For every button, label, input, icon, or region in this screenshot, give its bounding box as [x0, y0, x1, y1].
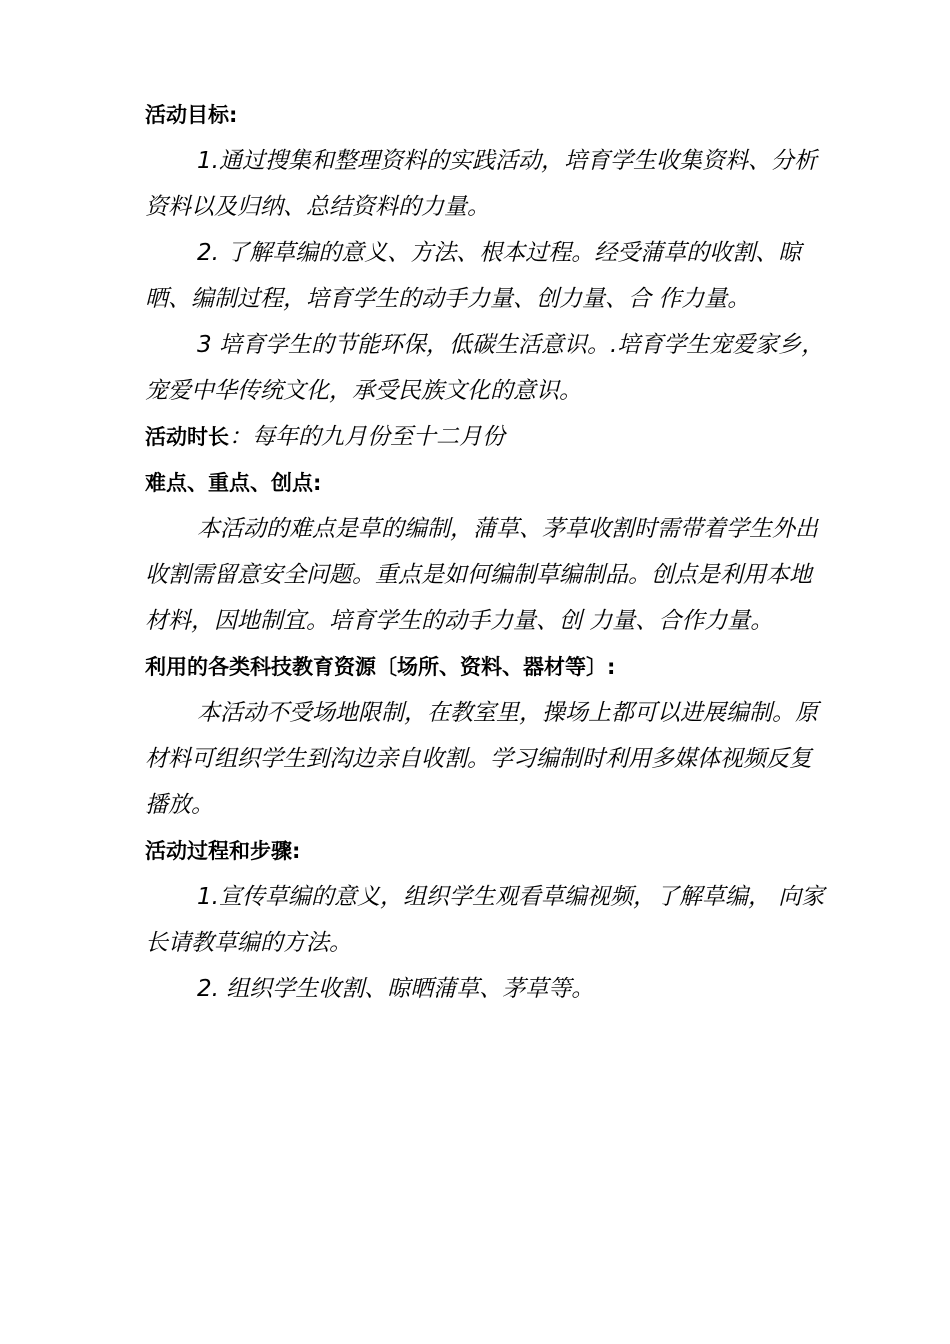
points-text: 本活动的难点是草的编制，蒲草、茅草收割时需带着学生外出收割需留意安全问题。重点是如何编制草编制品。创点是利用本地材料，因地制宜。培育学生的动手力量、创 力量、合作力量。 [145, 516, 818, 634]
process-heading: 活动过程和步骤: [145, 839, 301, 863]
goal-item-1: 1.通过搜集和整理资料的实践活动，培育学生收集资料、分析资料以及归纳、总结资料的力量。 [145, 148, 817, 220]
goal-heading: 活动目标: [145, 103, 238, 127]
process-item-1: 1.宣传草编的意义，组织学生观看草编视频，了解草编， 向家长请教草编的方法。 [145, 884, 825, 956]
goal-item-2: 2. 了解草编的意义、方法、根本过程。经受蒲草的收割、晾晒、编制过程，培育学生的动手力量、创力量、合 作力量。 [145, 240, 802, 312]
duration-value: ：每年的九月份至十二月份 [229, 424, 505, 450]
document-page [145, 92, 825, 1012]
resources-text: 本活动不受场地限制，在教室里，操场上都可以进展编制。原材料可组织学生到沟边亲自收割。学习编制时利用多媒体视频反复播放。 [145, 700, 818, 818]
duration-heading: 活动时长 [145, 425, 229, 449]
goal-item-3: 3 培育学生的节能环保，低碳生活意识。.培育学生宠爱家乡，宠爱中华传统文化，承受民族文化的意识。 [145, 332, 825, 404]
duration-line [145, 414, 825, 460]
points-heading: 难点、重点、创点: [145, 471, 322, 495]
resources-heading: 利用的各类科技教育资源〔场所、资料、器材等〕: [145, 655, 616, 679]
process-item-2: 2. 组织学生收割、晾晒蒲草、茅草等。 [197, 976, 595, 1002]
